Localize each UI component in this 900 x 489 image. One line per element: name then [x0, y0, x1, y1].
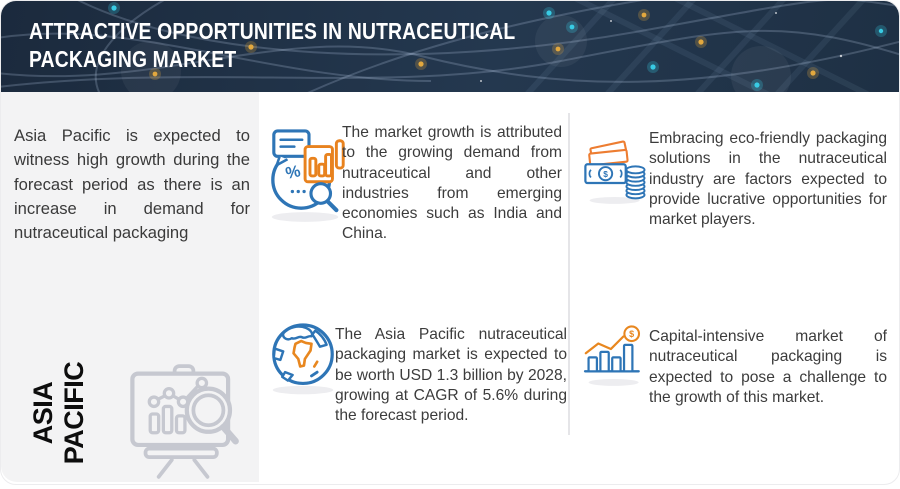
globe-icon — [270, 321, 336, 395]
opportunity-text-capital-challenge: Capital-intensive market of nutraceutical packaging is expected to pose a challenge to the growth of this market. — [649, 328, 887, 406]
market-research-icon — [266, 121, 352, 223]
opportunity-text-eco-friendly: Embracing eco-friendly packaging solutions in the nutraceutical industry are factors expected to provide lucrative opportunities for market players. — [649, 130, 887, 229]
quadrant-divider — [568, 113, 570, 435]
svg-text:$: $ — [603, 168, 608, 179]
capital-growth-icon — [583, 325, 647, 387]
opportunity-text-market-value: The Asia Pacific nutraceutical packaging market is expected to be worth USD 1.3 billion by 2028, growing at CAGR of 5.6% during the forecast period. — [335, 326, 567, 425]
opportunity-text-growth-demand: The market growth is attributed to the growing demand from nutraceutical and other industries from emerging economies such as India and China. — [342, 124, 562, 243]
market-analysis-board-icon — [123, 362, 245, 480]
svg-text:%: % — [283, 161, 303, 183]
region-summary-text: Asia Pacific is expected to witness high growth during the forecast period as there is an increase in demand for nutraceutical packaging — [14, 126, 250, 243]
svg-text:$: $ — [629, 329, 635, 340]
region-label: ASIA PACIFIC — [28, 361, 89, 465]
page-title: ATTRACTIVE OPPORTUNITIES IN NUTRACEUTICAL PACKAGING MARKET — [29, 18, 515, 72]
header — [1, 1, 900, 92]
eco-money-icon — [584, 130, 648, 218]
left-panel — [1, 92, 259, 482]
